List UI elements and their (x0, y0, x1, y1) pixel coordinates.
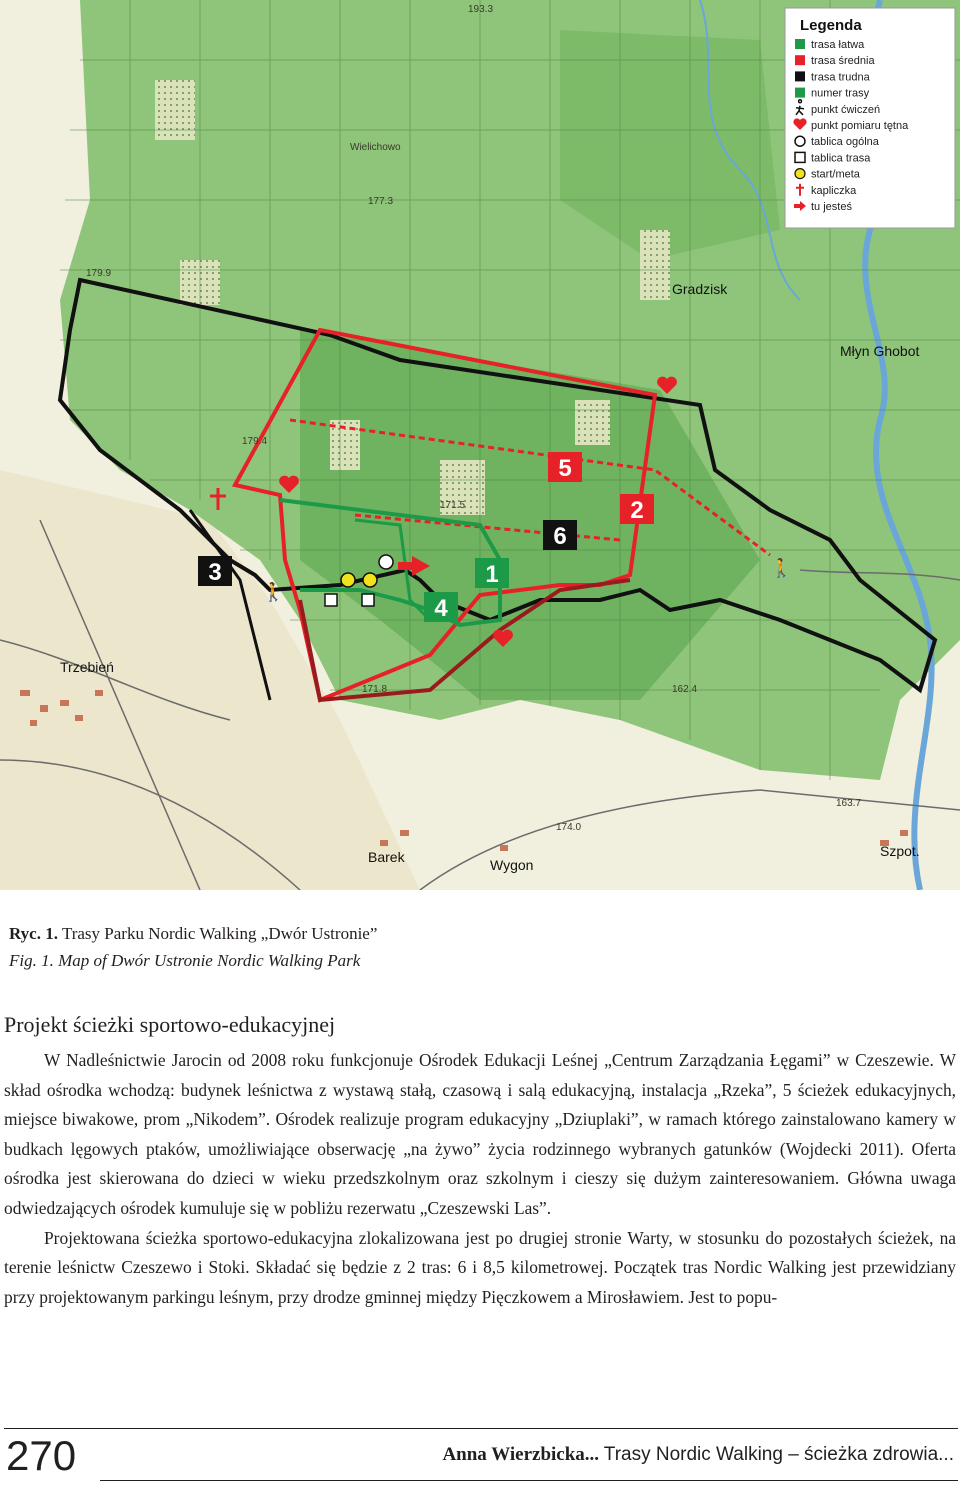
start-meta-icon (363, 573, 377, 587)
route-number-label: 5 (558, 455, 572, 482)
paragraph: W Nadleśnictwie Jarocin od 2008 roku funkcjonuje Ośrodek Edukacji Leśnej „Centrum Zarządzania Łęgami” w Czeszewie. W skład ośrodka wchodzą: budynek leśnictwa z wystawą stałą, czasową i salą edukacyjną, instalacja „Rzeka”, 5 ścieżek edukacyjnych, miejsce biwakowe, prom „Nikodem”. Ośrodek realizuje program edukacyjny „Dziuplaki”, w ramach którego zainstalowano kamery w budkach lęgowych ptaków, umożliwiające obserwację „na żywo” życia rodzinnego wybranych gatunków (Wojdecki 2011). Oferta ośrodka jest skierowana do dzieci w wieku przedszkolnym oraz szkolnym i cieszy się dużym zainteresowaniem. Główna uwaga odwiedzających ośrodek kumuluje się w pobliżu rezerwatu „Czeszewski Las”. (4, 1050, 956, 1218)
place-name: Wielichowo (350, 142, 401, 153)
square-icon (795, 71, 805, 81)
caption-pl-text: Trasy Parku Nordic Walking „Dwór Ustronie” (61, 924, 378, 943)
legend-label: tu jesteś (811, 201, 852, 213)
map-legend (785, 8, 955, 228)
legend-item (793, 118, 909, 132)
body-text (4, 1046, 956, 1312)
elevation-label: 162.4 (672, 684, 698, 695)
footer-rule (4, 1428, 958, 1429)
circle-open-icon (795, 136, 805, 146)
route-badge-6 (543, 520, 577, 550)
footer-author: Anna Wierzbicka... (442, 1444, 600, 1465)
route-number-label: 6 (553, 523, 567, 550)
footer-running-title: Trasy Nordic Walking – ścieżka zdrowia... (603, 1444, 954, 1465)
route-number-label: 4 (434, 595, 448, 622)
square-icon (795, 39, 805, 49)
start-meta-icon (341, 573, 355, 587)
place-name: Barek (368, 849, 405, 865)
route-badge-4 (424, 592, 458, 622)
elevation-label: 163.7 (836, 798, 862, 809)
footer-underline (100, 1480, 958, 1481)
place-name: Szpot. (880, 843, 920, 859)
legend-label: trasa łatwa (811, 39, 865, 51)
square-icon (795, 88, 805, 98)
route-number-label: 3 (208, 559, 222, 586)
route-badge-2 (620, 494, 654, 524)
legend-label: punkt pomiaru tętna (811, 120, 909, 132)
legend-label: trasa trudna (811, 71, 870, 84)
legend-label: trasa średnia (811, 55, 875, 68)
circle-open-icon (379, 555, 393, 569)
legend-label: start/meta (811, 168, 860, 181)
caption-en: Fig. 1. Map of Dwór Ustronie Nordic Walking Park (9, 951, 361, 970)
elevation-label: 179.4 (242, 436, 268, 447)
place-name: Młyn Ghobot (840, 343, 920, 359)
place-name: Wygon (490, 857, 534, 873)
square-open-icon (795, 152, 805, 162)
running-footer (442, 1444, 954, 1466)
circle-yellow-icon (795, 169, 805, 179)
section-title: Projekt ścieżki sportowo-edukacyjnej (4, 1012, 336, 1037)
legend-label: tablica trasa (811, 152, 871, 165)
legend-title: Legenda (800, 17, 862, 34)
elevation-label: 179.9 (86, 268, 112, 279)
figure-caption (9, 920, 949, 974)
route-number-label: 1 (485, 561, 499, 588)
place-name: Trzebień (60, 659, 114, 675)
caption-label: Ryc. 1. (9, 924, 58, 943)
legend-label: kapliczka (811, 184, 857, 197)
legend-label: tablica ogólna (811, 136, 879, 149)
clearing (640, 230, 670, 300)
legend-label: punkt ćwiczeń (811, 103, 881, 116)
elevation-label: 177.3 (368, 196, 394, 207)
square-icon (795, 55, 805, 65)
clearing (155, 80, 195, 140)
page-number: 270 (6, 1432, 77, 1479)
elevation-label: 174.0 (556, 822, 582, 833)
route-badge-5 (548, 452, 582, 482)
square-open-icon (362, 594, 374, 606)
caption-pl (9, 920, 949, 947)
square-open-icon (325, 594, 337, 606)
paragraph: Projektowana ścieżka sportowo-edukacyjna zlokalizowana jest po drugiej stronie Warty, w stosunku do pozostałych ścieżek, na terenie leśnictw Czeszewo i Stoki. Składać się będzie z 2 tras: 6 i 8,5 kilometrowej. Początek tras Nordic Walking jest przewidziany przy projektowanym parkingu leśnym, przy drodze gminnej między Pięczkowem a Mirosławiem. Jest to popu- (4, 1227, 956, 1307)
place-name: Gradzisk (672, 281, 728, 297)
legend-label: numer trasy (811, 87, 870, 100)
walker-icon: 🚶 (770, 558, 793, 579)
route-badge-3 (198, 556, 232, 586)
walker-icon: 🚶 (262, 582, 285, 603)
route-badge-1 (475, 558, 509, 588)
elevation-label: 171.5 (440, 500, 466, 511)
elevation-label: 171.8 (362, 684, 388, 695)
route-number-label: 2 (630, 497, 644, 524)
elevation-label: 193.3 (468, 4, 494, 15)
clearing (575, 400, 610, 445)
